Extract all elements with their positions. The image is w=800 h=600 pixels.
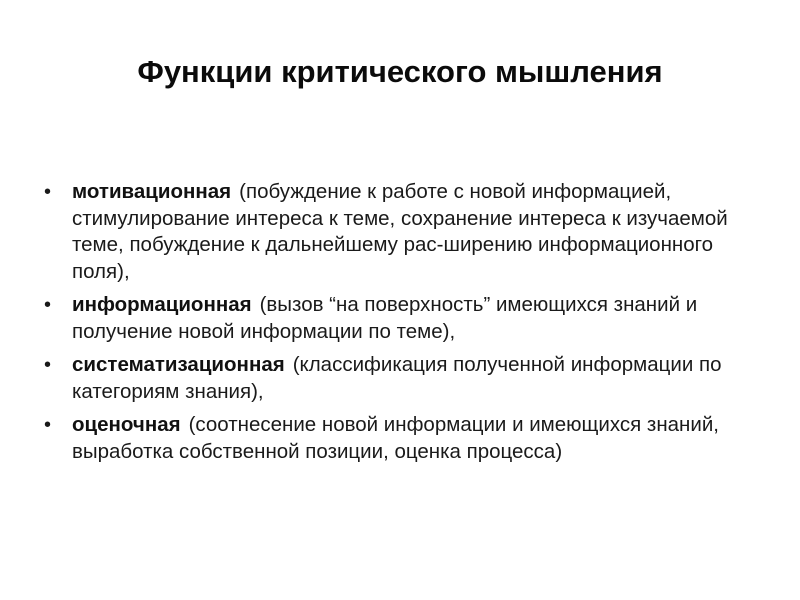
function-description: (классификация полученной информации по категориям знания),	[72, 353, 722, 403]
function-term: систематизационная	[72, 353, 285, 376]
function-list	[40, 179, 760, 472]
function-term: информационная	[72, 293, 252, 316]
function-description: (побуждение к работе с новой информацией, стимулирование интереса к теме, сохранение интереса к изучаемой теме, побуждение к дальнейшему рас-ширению информационного поля),	[72, 180, 728, 283]
bullet-icon: •	[44, 414, 52, 436]
bullet-icon: •	[44, 294, 52, 316]
list-item-evaluative	[40, 412, 760, 465]
function-description: (вызов “на поверхность” имеющихся знаний и получение новой информации по теме),	[72, 293, 698, 343]
list-item-systematization	[40, 352, 760, 405]
slide-title: Функции критического мышления	[137, 54, 663, 89]
function-description: (соотнесение новой информации и имеющихся знаний, выработка собственной позиции, оценка процесса)	[72, 413, 719, 463]
bullet-icon: •	[44, 354, 52, 376]
list-item-informational	[40, 292, 760, 345]
function-term: мотивационная	[72, 180, 232, 203]
function-term: оценочная	[72, 413, 181, 436]
list-item-motivational	[40, 179, 760, 285]
bullet-icon: •	[44, 181, 52, 203]
